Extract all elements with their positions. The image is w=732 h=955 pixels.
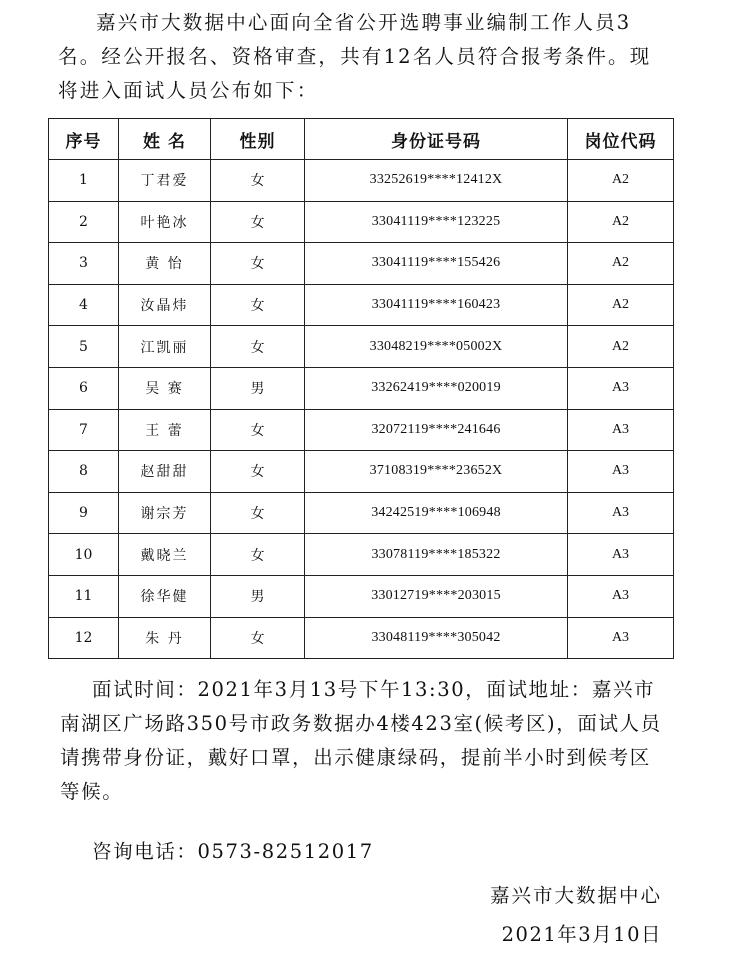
cell-name: 王 蕾: [119, 409, 211, 451]
cell-seq: 1: [49, 160, 119, 202]
issue-date: 2021年3月10日: [501, 923, 662, 946]
cell-seq: 3: [49, 243, 119, 285]
cell-gender: 女: [211, 284, 305, 326]
cell-seq: 9: [49, 492, 119, 534]
cell-seq: 2: [49, 201, 119, 243]
cell-id-number: 33048119****305042: [305, 617, 568, 659]
cell-id-number: 33252619****12412X: [305, 160, 568, 202]
cell-name: 江凯丽: [119, 326, 211, 368]
table-row: [49, 451, 674, 493]
cell-seq: 12: [49, 617, 119, 659]
cell-id-number: 33041119****155426: [305, 243, 568, 285]
table-header: [49, 119, 674, 160]
cell-name: 戴晓兰: [119, 534, 211, 576]
cell-position-code: A2: [568, 243, 674, 285]
cell-gender: 男: [211, 367, 305, 409]
cell-name: 徐华健: [119, 575, 211, 617]
cell-name: 谢宗芳: [119, 492, 211, 534]
cell-seq: 10: [49, 534, 119, 576]
cell-seq: 4: [49, 284, 119, 326]
header-name: 姓 名: [119, 119, 211, 160]
cell-seq: 8: [49, 451, 119, 493]
cell-id-number: 33041119****123225: [305, 201, 568, 243]
intro-paragraph: 嘉兴市大数据中心面向全省公开选聘事业编制工作人员3名。经公开报名、资格审查，共有12名人员符合报考条件。现将进入面试人员公布如下：: [58, 11, 652, 102]
cell-gender: 男: [211, 575, 305, 617]
cell-id-number: 33041119****160423: [305, 284, 568, 326]
cell-name: 吴 赛: [119, 367, 211, 409]
header-gender: 性别: [211, 119, 305, 160]
cell-name: 赵甜甜: [119, 451, 211, 493]
cell-id-number: 33078119****185322: [305, 534, 568, 576]
cell-gender: 女: [211, 617, 305, 659]
table-row: [49, 201, 674, 243]
cell-id-number: 37108319****23652X: [305, 451, 568, 493]
cell-position-code: A3: [568, 492, 674, 534]
header-id-number: 身份证号码: [305, 119, 568, 160]
consult-phone: 咨询电话：0573-82512017: [92, 840, 374, 863]
table-row: [49, 243, 674, 285]
cell-id-number: 34242519****106948: [305, 492, 568, 534]
cell-seq: 7: [49, 409, 119, 451]
table-row: [49, 284, 674, 326]
header-position-code: 岗位代码: [568, 119, 674, 160]
cell-position-code: A2: [568, 284, 674, 326]
cell-gender: 女: [211, 160, 305, 202]
table-row: [49, 575, 674, 617]
table-row: [49, 160, 674, 202]
cell-position-code: A3: [568, 451, 674, 493]
table-row: [49, 534, 674, 576]
interview-notice: 面试时间：2021年3月13号下午13:30，面试地址：嘉兴市南湖区广场路350号市政务数据办4楼423室(候考区)，面试人员请携带身份证，戴好口罩，出示健康绿码，提前半小时到候考区等候。: [60, 678, 662, 803]
cell-name: 丁君爱: [119, 160, 211, 202]
cell-name: 叶艳冰: [119, 201, 211, 243]
cell-gender: 女: [211, 326, 305, 368]
header-row: [49, 119, 674, 160]
cell-name: 黄 怡: [119, 243, 211, 285]
table-row: [49, 492, 674, 534]
cell-position-code: A2: [568, 326, 674, 368]
cell-seq: 6: [49, 367, 119, 409]
cell-gender: 女: [211, 492, 305, 534]
cell-seq: 11: [49, 575, 119, 617]
cell-name: 汝晶炜: [119, 284, 211, 326]
cell-position-code: A3: [568, 575, 674, 617]
cell-position-code: A3: [568, 534, 674, 576]
table-body: [49, 160, 674, 659]
cell-gender: 女: [211, 534, 305, 576]
issuing-org: 嘉兴市大数据中心: [489, 884, 662, 907]
cell-id-number: 33262419****020019: [305, 367, 568, 409]
header-seq: 序号: [49, 119, 119, 160]
cell-position-code: A2: [568, 201, 674, 243]
cell-position-code: A2: [568, 160, 674, 202]
cell-id-number: 32072119****241646: [305, 409, 568, 451]
cell-position-code: A3: [568, 617, 674, 659]
cell-gender: 女: [211, 451, 305, 493]
table-row: [49, 617, 674, 659]
cell-gender: 女: [211, 201, 305, 243]
cell-gender: 女: [211, 409, 305, 451]
table-row: [49, 367, 674, 409]
candidate-table: [48, 118, 674, 659]
table-row: [49, 409, 674, 451]
cell-id-number: 33048219****05002X: [305, 326, 568, 368]
cell-name: 朱 丹: [119, 617, 211, 659]
cell-seq: 5: [49, 326, 119, 368]
cell-id-number: 33012719****203015: [305, 575, 568, 617]
cell-gender: 女: [211, 243, 305, 285]
cell-position-code: A3: [568, 409, 674, 451]
cell-position-code: A3: [568, 367, 674, 409]
table-row: [49, 326, 674, 368]
